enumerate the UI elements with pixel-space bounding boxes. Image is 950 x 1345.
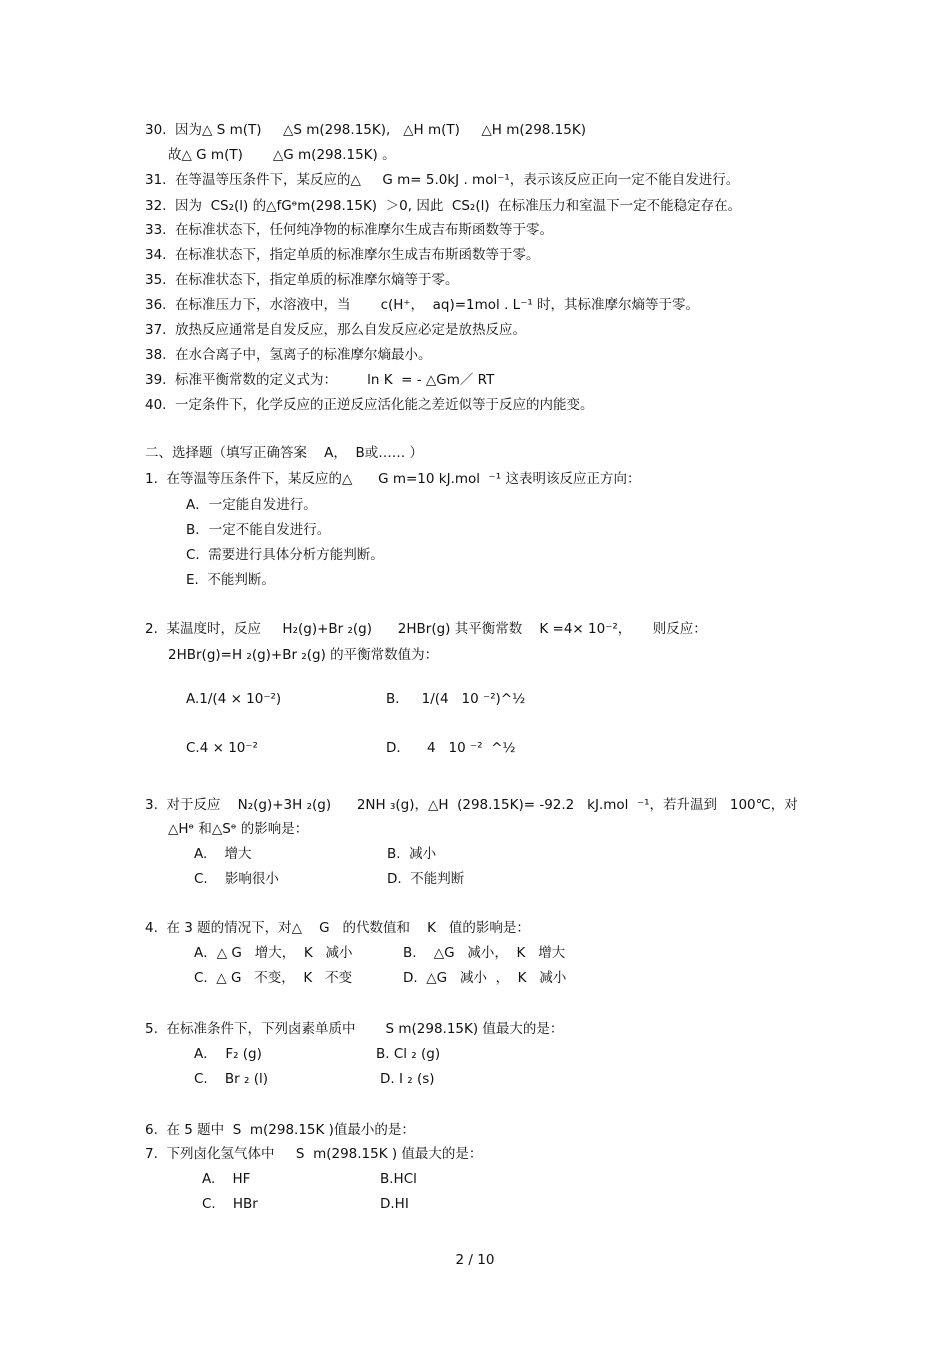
tf-item-38: 38. 在水合离子中，氢离子的标准摩尔熵最小。	[145, 347, 432, 363]
tf-item-30: 30. 因为△ S m(T) △S m(298.15K), △H m(T) △H m(298.15K)	[145, 122, 586, 138]
q2-stem-1: 2. 某温度时，反应 H₂(g)+Br ₂(g) 2HBr(g) 其平衡常数 K =4× 10⁻²， 则反应：	[145, 621, 707, 637]
tf-item-33: 33. 在标准状态下，任何纯净物的标准摩尔生成吉布斯函数等于零。	[145, 222, 554, 238]
q7-option-b: B.HCl	[380, 1171, 417, 1187]
q4-option-b: B. △G 减小， K 增大	[403, 945, 566, 961]
q3-option-a: A. 增大	[194, 846, 252, 862]
q3-option-b: B. 减小	[387, 846, 437, 862]
q1-option-a: A．一定能自发进行。	[186, 497, 317, 513]
tf-item-34: 34. 在标准状态下，指定单质的标准摩尔生成吉布斯函数等于零。	[145, 247, 540, 263]
q5-option-b: B. Cl ₂ (g)	[376, 1046, 441, 1062]
tf-item-39: 39. 标准平衡常数的定义式为： ln K = - △Gm／ RT	[145, 372, 495, 388]
q5-option-c: C. Br ₂ (l)	[194, 1071, 268, 1087]
q3-stem-2: △Hᶱ 和△Sᶱ 的影响是：	[168, 821, 309, 837]
tf-item-30-cont: 故△ G m(T) △G m(298.15K) 。	[168, 147, 396, 163]
tf-item-31: 31. 在等温等压条件下，某反应的△ G m= 5.0kJ . mol⁻¹，表示该反应正向一定不能自发进行。	[145, 172, 740, 188]
q3-stem-1: 3. 对于反应 N₂(g)+3H ₂(g) 2NH ₃(g)，△H (298.15K)= -92.2 kJ.mol ⁻¹，若升温到 100℃，对	[145, 797, 798, 813]
tf-item-32: 32. 因为 CS₂(l) 的△fGᶱm(298.15K) ＞0, 因此 CS₂(l) 在标准压力和室温下一定不能稳定存在。	[145, 198, 742, 214]
tf-item-35: 35. 在标准状态下，指定单质的标准摩尔熵等于零。	[145, 272, 459, 288]
q4-option-a: A．△ G 增大， K 减小	[194, 945, 353, 961]
q4-option-c: C. △ G 不变， K 不变	[194, 970, 353, 986]
q7-stem: 7. 下列卤化氢气体中 S m(298.15K ) 值最大的是：	[145, 1146, 483, 1162]
tf-item-40: 40. 一定条件下，化学反应的正逆反应活化能之差近似等于反应的内能变。	[145, 397, 594, 413]
q4-option-d: D. △G 减小 ， K 减小	[403, 970, 567, 986]
q7-option-a: A. HF	[202, 1171, 251, 1187]
q2-option-b: B． 1/(4 10 ⁻²)^½	[386, 691, 526, 707]
q3-option-d: D. 不能判断	[387, 871, 465, 887]
q1-option-b: B．一定不能自发进行。	[186, 522, 331, 538]
q5-option-d: D. I ₂ (s)	[380, 1071, 435, 1087]
q6-stem: 6. 在 5 题中 S m(298.15K )值最小的是：	[145, 1122, 415, 1138]
section-title: 二、选择题（填写正确答案 A， B或…… ）	[145, 445, 424, 461]
q5-option-a: A． F₂ (g)	[194, 1046, 262, 1062]
q7-option-c: C. HBr	[202, 1196, 258, 1212]
q7-option-d: D.HI	[380, 1196, 409, 1212]
q2-option-c: C.4 × 10⁻²	[186, 740, 258, 756]
q2-stem-2: 2HBr(g)=H ₂(g)+Br ₂(g) 的平衡常数值为：	[168, 647, 439, 663]
q2-option-a: A.1/(4 × 10⁻²)	[186, 691, 282, 707]
tf-item-37: 37. 放热反应通常是自发反应，那么自发反应必定是放热反应。	[145, 322, 527, 338]
q1-option-e: E. 不能判断。	[186, 572, 275, 588]
q5-stem: 5. 在标准条件下，下列卤素单质中 S m(298.15K) 值最大的是：	[145, 1021, 564, 1037]
page-number: 2 / 10	[455, 1252, 495, 1268]
q1-option-c: C. 需要进行具体分析方能判断。	[186, 547, 384, 563]
q3-option-c: C. 影响很小	[194, 871, 279, 887]
q1-stem: 1. 在等温等压条件下，某反应的△ G m=10 kJ.mol ⁻¹ 这表明该反应正方向：	[145, 471, 641, 487]
q4-stem: 4. 在 3 题的情况下，对△ G 的代数值和 K 值的影响是：	[145, 920, 530, 936]
q2-option-d: D． 4 10 ⁻² ^½	[386, 740, 516, 756]
tf-item-36: 36. 在标准压力下，水溶液中，当 c(H⁺， aq)=1mol . L⁻¹ 时，其标准摩尔熵等于零。	[145, 297, 700, 313]
